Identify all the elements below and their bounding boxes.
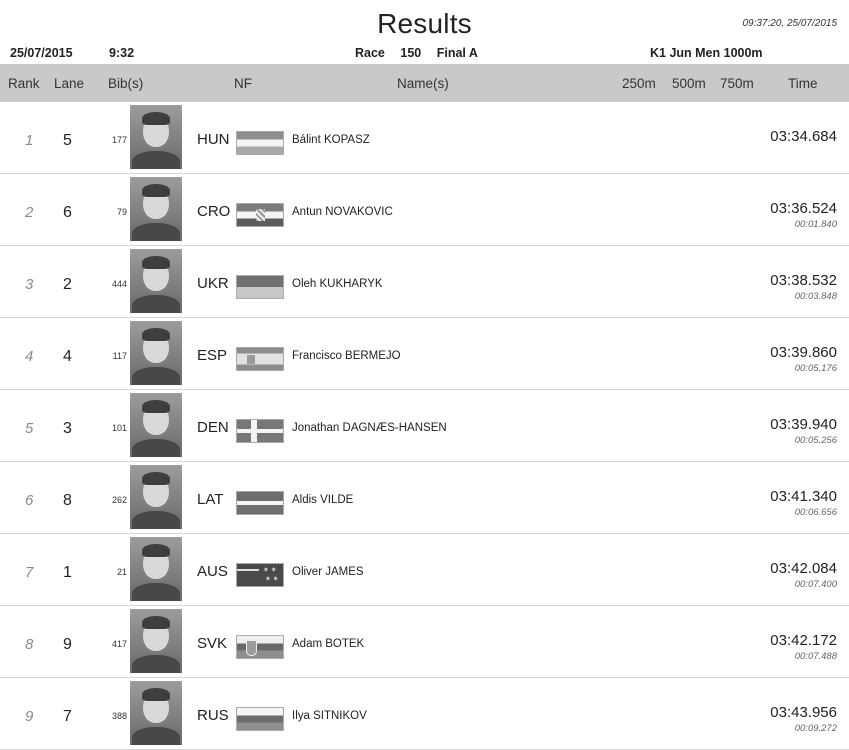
athlete-name: Jonathan DAGNÆS-HANSEN: [292, 422, 447, 434]
nation-flag-icon: [236, 707, 284, 731]
bib-cell: 21: [116, 567, 127, 577]
photo-shoulders: [132, 367, 180, 385]
time-gap: 00:07.488: [794, 651, 837, 662]
nation-flag-icon: [236, 419, 284, 443]
results-table-body: [0, 102, 849, 750]
athlete-photo: [130, 465, 182, 529]
nation-flag-icon: [236, 131, 284, 155]
nation-code: SVK: [197, 635, 228, 652]
column-split-750: 750m: [720, 76, 754, 91]
rank-cell: 1: [25, 132, 34, 149]
athlete-name: Francisco BERMEJO: [292, 350, 401, 362]
rank-cell: 7: [25, 564, 34, 581]
race-number: 150: [400, 46, 422, 60]
race-phase: Final A: [436, 46, 478, 60]
photo-hair: [142, 616, 170, 629]
rank-cell: 9: [25, 708, 34, 725]
final-time: 03:41.340: [770, 488, 837, 505]
nation-code: UKR: [197, 275, 229, 292]
bib-cell: 417: [111, 639, 127, 649]
table-row: [0, 678, 849, 750]
rank-cell: 2: [25, 204, 34, 221]
race-label: Race: [355, 46, 385, 60]
nation-flag-icon: [236, 563, 284, 587]
athlete-name: Ilya SITNIKOV: [292, 710, 367, 722]
time-gap: 00:05.176: [794, 363, 837, 374]
column-bib: Bib(s): [108, 76, 144, 91]
column-nf: NF: [234, 76, 252, 91]
column-split-500: 500m: [672, 76, 706, 91]
column-names: Name(s): [397, 76, 449, 91]
table-row: [0, 246, 849, 318]
print-timestamp: 09:37:20, 25/07/2015: [742, 18, 837, 29]
bib-cell: 444: [111, 279, 127, 289]
rank-cell: 3: [25, 276, 34, 293]
athlete-name: Antun NOVAKOVIC: [292, 206, 393, 218]
bib-cell: 101: [111, 423, 127, 433]
lane-cell: 6: [63, 204, 72, 221]
photo-hair: [142, 184, 170, 197]
column-time: Time: [788, 76, 818, 91]
race-date: 25/07/2015: [10, 46, 73, 60]
athlete-name: Oleh KUKHARYK: [292, 278, 383, 290]
nation-code: ESP: [197, 347, 228, 364]
lane-cell: 7: [63, 708, 72, 725]
nation-flag-icon: [236, 203, 284, 227]
final-time: 03:43.956: [770, 704, 837, 721]
nation-code: RUS: [197, 707, 229, 724]
page-title: Results: [377, 8, 472, 39]
table-row: [0, 534, 849, 606]
nation-code: HUN: [197, 131, 230, 148]
nation-code: AUS: [197, 563, 228, 580]
rank-cell: 4: [25, 348, 34, 365]
athlete-photo: [130, 393, 182, 457]
race-category: K1 Jun Men 1000m: [650, 46, 763, 60]
final-time: 03:39.860: [770, 344, 837, 361]
bib-cell: 262: [111, 495, 127, 505]
lane-cell: 9: [63, 636, 72, 653]
table-row: [0, 318, 849, 390]
lane-cell: 2: [63, 276, 72, 293]
rank-cell: 5: [25, 420, 34, 437]
table-row: [0, 102, 849, 174]
final-time: 03:39.940: [770, 416, 837, 433]
athlete-photo: [130, 609, 182, 673]
rank-cell: 6: [25, 492, 34, 509]
results-table-header: [0, 64, 849, 102]
bib-cell: 117: [112, 351, 127, 361]
athlete-photo: [130, 321, 182, 385]
photo-shoulders: [132, 439, 180, 457]
rank-cell: 8: [25, 636, 34, 653]
lane-cell: 3: [63, 420, 72, 437]
lane-cell: 4: [63, 348, 72, 365]
lane-cell: 5: [63, 132, 72, 149]
column-split-250: 250m: [622, 76, 656, 91]
final-time: 03:38.532: [770, 272, 837, 289]
column-lane: Lane: [54, 76, 85, 91]
athlete-photo: [130, 105, 182, 169]
time-gap: 00:07.400: [794, 579, 837, 590]
photo-hair: [142, 472, 170, 485]
nation-flag-icon: [236, 635, 284, 659]
race-info: [355, 46, 490, 60]
lane-cell: 1: [63, 564, 72, 581]
nation-flag-icon: [236, 275, 284, 299]
nation-flag-icon: [236, 491, 284, 515]
time-gap: 00:01.840: [794, 219, 837, 230]
lane-cell: 8: [63, 492, 72, 509]
photo-hair: [142, 112, 170, 125]
table-row: [0, 390, 849, 462]
athlete-photo: [130, 537, 182, 601]
nation-code: CRO: [197, 203, 231, 220]
athlete-name: Adam BOTEK: [292, 638, 365, 650]
photo-hair: [142, 400, 170, 413]
photo-shoulders: [132, 511, 180, 529]
final-time: 03:36.524: [770, 200, 837, 217]
photo-shoulders: [132, 151, 180, 169]
photo-hair: [142, 256, 170, 269]
time-gap: 00:03.848: [794, 291, 837, 302]
photo-shoulders: [132, 655, 180, 673]
photo-shoulders: [132, 727, 180, 745]
athlete-photo: [130, 177, 182, 241]
athlete-name: Aldis VILDE: [292, 494, 354, 506]
final-time: 03:42.084: [770, 560, 837, 577]
athlete-photo: [130, 249, 182, 313]
nation-code: LAT: [197, 491, 224, 508]
race-time: 9:32: [109, 46, 135, 60]
photo-shoulders: [132, 295, 180, 313]
final-time: 03:42.172: [770, 632, 837, 649]
table-row: [0, 606, 849, 678]
nation-code: DEN: [197, 419, 229, 436]
bib-cell: 177: [111, 135, 127, 145]
athlete-photo: [130, 681, 182, 745]
time-gap: 00:06.656: [794, 507, 837, 518]
athlete-name: Bálint KOPASZ: [292, 134, 370, 146]
bib-cell: 388: [111, 711, 127, 721]
photo-shoulders: [132, 583, 180, 601]
column-rank: Rank: [8, 76, 40, 91]
photo-hair: [142, 328, 170, 341]
table-row: [0, 174, 849, 246]
photo-hair: [142, 544, 170, 557]
photo-shoulders: [132, 223, 180, 241]
nation-flag-icon: [236, 347, 284, 371]
time-gap: 00:05.256: [794, 435, 837, 446]
table-row: [0, 462, 849, 534]
final-time: 03:34.684: [770, 128, 837, 145]
bib-cell: 79: [116, 207, 127, 217]
athlete-name: Oliver JAMES: [292, 566, 364, 578]
time-gap: 00:09.272: [794, 723, 837, 734]
photo-hair: [142, 688, 170, 701]
